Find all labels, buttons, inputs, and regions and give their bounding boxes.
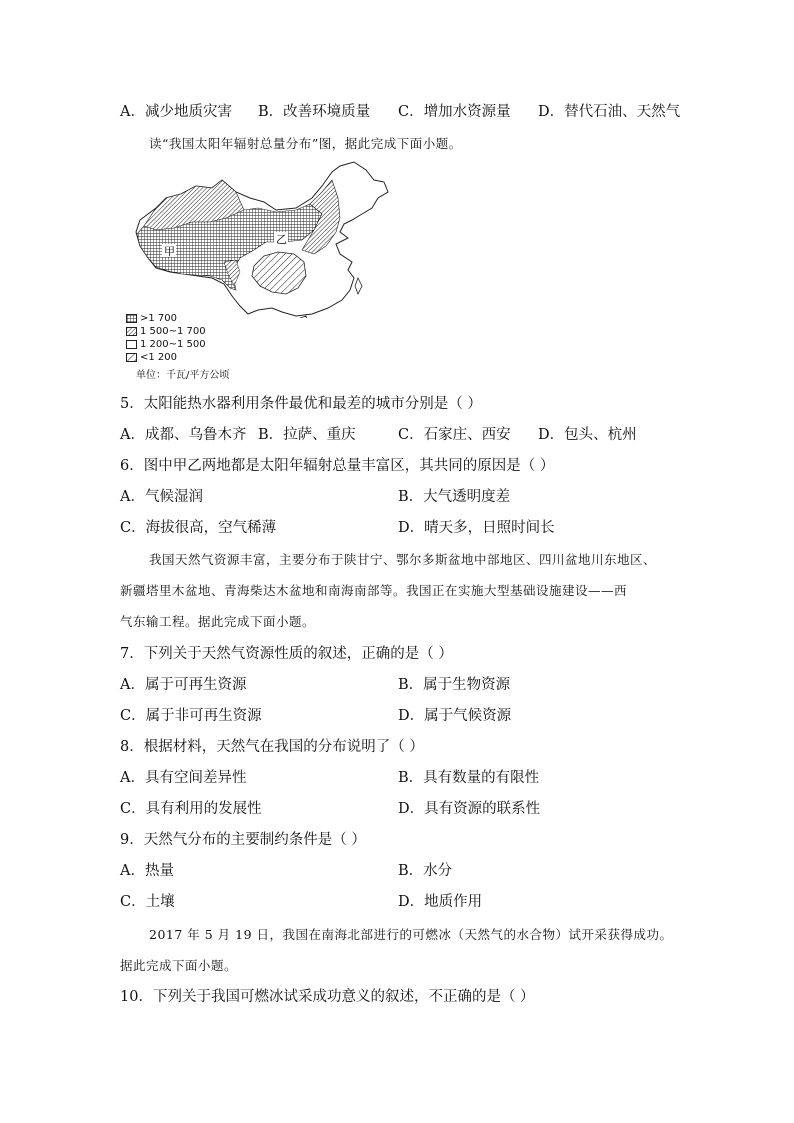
q5-option-b: B．拉萨、重庆 (258, 427, 356, 443)
legend-label: <1 200 (140, 352, 178, 363)
q7-option-a: A．属于可再生资源 (120, 677, 247, 693)
legend-label: 1 500~1 700 (140, 326, 206, 337)
q5-option-a: A．成都、乌鲁木齐 (120, 427, 247, 443)
legend-item (126, 325, 206, 338)
intro-combustible-ice-line1: 2017 年 5 月 19 日，我国在南海北部进行的可燃冰（天然气的水合物）试开采获得成功。 (149, 927, 673, 942)
q8-option-c: C．具有利用的发展性 (120, 801, 262, 817)
q8-option-b: B．具有数量的有限性 (398, 770, 540, 786)
q10-stem: 10．下列关于我国可燃冰试采成功意义的叙述，不正确的是（ ） (120, 989, 535, 1005)
q9-option-c: C．土壤 (120, 894, 175, 910)
label-yi: 乙 (276, 233, 287, 246)
q7-option-b: B．属于生物资源 (398, 677, 511, 693)
map-legend (126, 312, 206, 364)
q5-option-d: D．包头、杭州 (538, 427, 637, 443)
q9-option-a: A．热量 (120, 863, 174, 879)
legend-item (126, 351, 206, 364)
solar-radiation-map (126, 158, 394, 380)
q5-option-c: C．石家庄、西安 (398, 427, 511, 443)
q7-option-d: D．属于气候资源 (398, 708, 512, 724)
legend-item (126, 338, 206, 351)
q4-option-b: B．改善环境质量 (258, 104, 371, 120)
intro-gas-line1: 我国天然气资源丰富，主要分布于陕甘宁、鄂尔多斯盆地中部地区、四川盆地川东地区、 (149, 552, 657, 567)
q6-option-a: A．气候湿润 (120, 489, 203, 505)
legend-swatch-blank (126, 340, 137, 349)
intro-combustible-ice-line2: 据此完成下面小题。 (120, 958, 238, 973)
q8-option-a: A．具有空间差异性 (120, 770, 247, 786)
label-jia: 甲 (164, 245, 175, 258)
map-unit-label: 单位：千瓦/平方公顷 (136, 370, 230, 381)
q9-option-d: D．地质作用 (398, 894, 483, 910)
q9-option-b: B．水分 (398, 863, 453, 879)
q8-option-d: D．具有资源的联系性 (398, 801, 541, 817)
china-map-graphic (126, 158, 394, 318)
q5-stem: 5．太阳能热水器利用条件最优和最差的城市分别是（ ） (120, 396, 482, 412)
q4-option-d: D．替代石油、天然气 (538, 104, 681, 120)
legend-swatch-grid (126, 314, 137, 323)
legend-swatch-diagonal (126, 353, 137, 362)
q6-stem: 6．图中甲乙两地都是太阳年辐射总量丰富区，其共同的原因是（ ） (120, 458, 555, 474)
intro-gas-line3: 气东输工程。据此完成下面小题。 (120, 614, 316, 629)
q6-option-d: D．晴天多，日照时间长 (398, 520, 555, 536)
intro-gas-line2: 新疆塔里木盆地、青海柴达木盆地和南海南部等。我国正在实施大型基础设施建设——西 (120, 583, 628, 598)
intro-solar-map: 读“我国太阳年辐射总量分布”图，据此完成下面小题。 (149, 136, 462, 151)
q6-option-b: B．大气透明度差 (398, 489, 511, 505)
q7-option-c: C．属于非可再生资源 (120, 708, 262, 724)
q4-option-a: A．减少地质灾害 (120, 104, 232, 120)
q6-option-c: C．海拔很高，空气稀薄 (120, 520, 277, 536)
legend-swatch-dense-diagonal (126, 327, 137, 336)
legend-label: 1 200~1 500 (140, 339, 206, 350)
q4-option-c: C．增加水资源量 (398, 104, 511, 120)
legend-label: >1 700 (140, 313, 178, 324)
legend-item (126, 312, 206, 325)
q7-stem: 7．下列关于天然气资源性质的叙述，正确的是（ ） (120, 646, 453, 662)
q9-stem: 9．天然气分布的主要制约条件是（ ） (120, 832, 366, 848)
q8-stem: 8．根据材料，天然气在我国的分布说明了（ ） (120, 739, 424, 755)
